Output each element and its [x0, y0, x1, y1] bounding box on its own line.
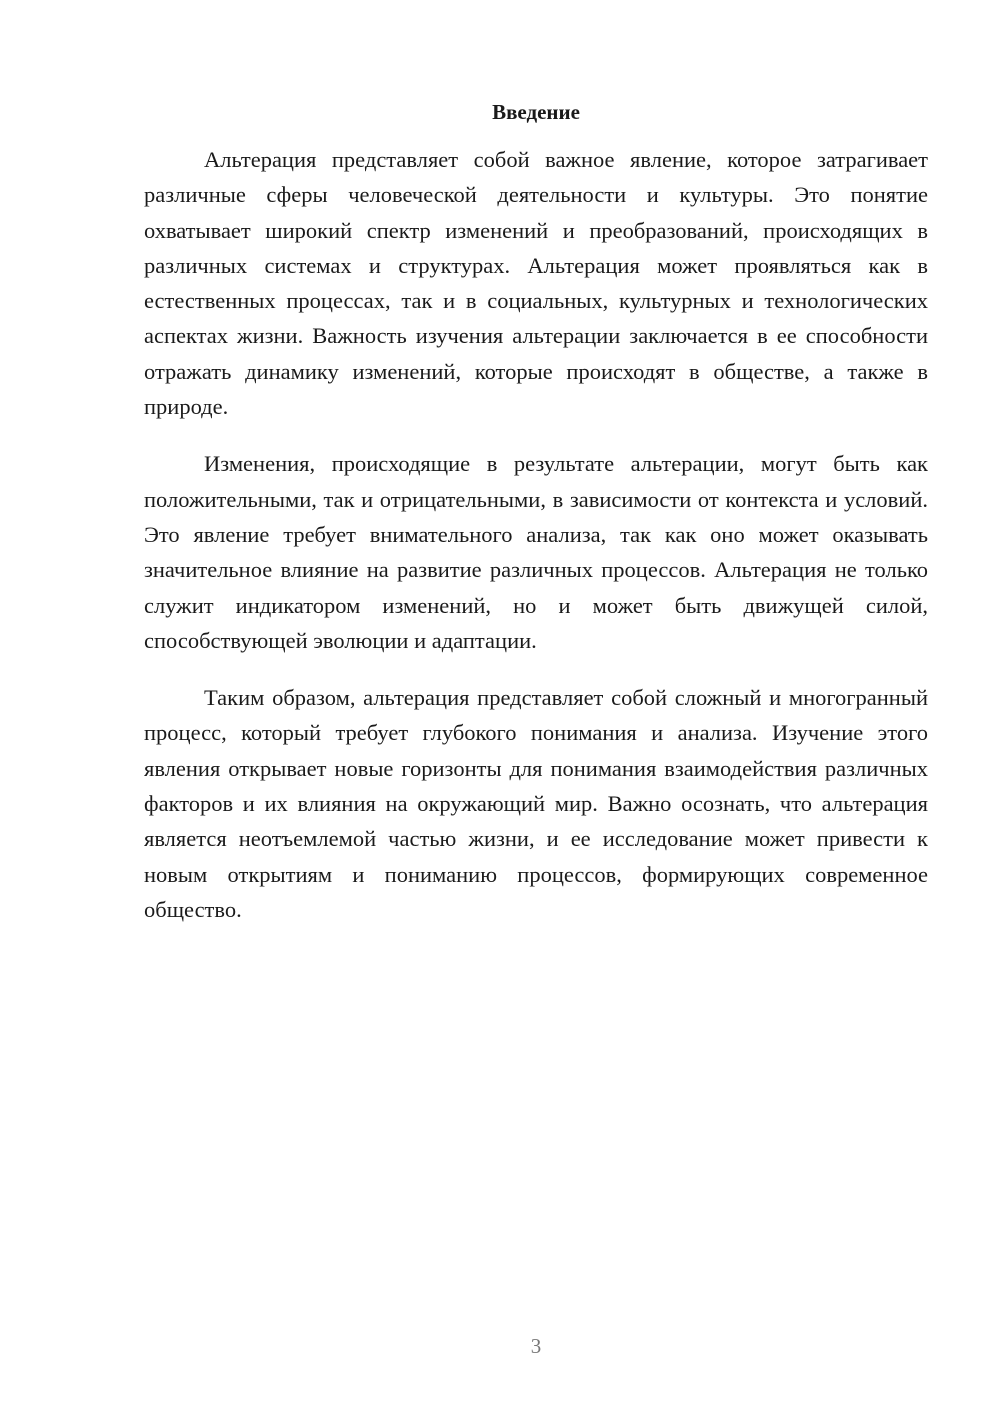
paragraph-1: Альтерация представляет собой важное явление, которое затрагивает различные сферы человеческой деятельности и культуры. Это понятие охватывает широкий спектр изменений и преобразований, происходящих в различных системах и структурах. Альтерация может проявляться как в естественных процессах, так и в социальных, культурных и технологических аспектах жизни. Важность изучения альтерации заключается в ее способности отражать динамику изменений, которые происходят в обществе, а также в природе. — [144, 147, 928, 420]
page-body — [144, 96, 928, 927]
page-number: 3 — [530, 1334, 542, 1358]
paragraph-2: Изменения, происходящие в результате альтерации, могут быть как положительными, так и отрицательными, в зависимости от контекста и условий. Это явление требует внимательного анализа, так как оно может оказывать значительное влияние на развитие различных процессов. Альтерация не только служит индикатором изменений, но и может быть движущей силой, способствующей эволюции и адаптации. — [144, 451, 928, 653]
section-title: Введение — [492, 100, 580, 124]
paragraph-3: Таким образом, альтерация представляет собой сложный и многогранный процесс, который требует глубокого понимания и анализа. Изучение этого явления открывает новые горизонты для понимания взаимодействия различных факторов и их влияния на окружающий мир. Важно осознать, что альтерация является неотъемлемой частью жизни, и ее исследование может привести к новым открытиям и пониманию процессов, формирующих современное общество. — [144, 685, 928, 922]
